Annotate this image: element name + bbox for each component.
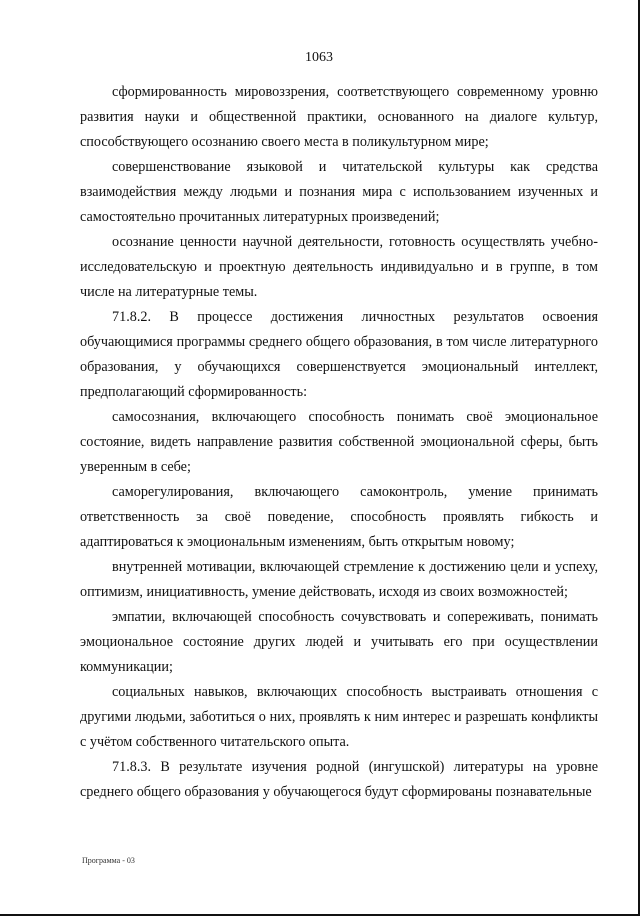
paragraph: сформированность мировоззрения, соответствующего современному уровню развития науки и общественной практики, основанного на диалоге культур, способствующего осознанию своего места в поликультурном мире; xyxy=(80,84,598,150)
paragraph: самосознания, включающего способность понимать своё эмоциональное состояние, видеть направление развития собственной эмоциональной сферы, быть уверенным в себе; xyxy=(80,409,598,475)
paragraph: саморегулирования, включающего самоконтроль, умение принимать ответственность за своё поведение, способность проявлять гибкость и адаптироваться к эмоциональным изменениям, быть открытым новому; xyxy=(80,484,598,550)
footer-label: Программа - 03 xyxy=(82,856,135,865)
paragraph: совершенствование языковой и читательской культуры как средства взаимодействия между людьми и познания мира с использованием изученных и самостоятельно прочитанных литературных произведений; xyxy=(80,159,598,225)
body-text xyxy=(80,80,598,805)
paragraph: 71.8.2. В процессе достижения личностных результатов освоения обучающимися программы среднего общего образования, в том числе литературного образования, у обучающихся совершенствуется эмоциональный интеллект, предполагающий сформированность: xyxy=(80,309,598,400)
page-number: 1063 xyxy=(305,50,333,65)
paragraph: внутренней мотивации, включающей стремление к достижению цели и успеху, оптимизм, инициативность, умение действовать, исходя из своих возможностей; xyxy=(80,559,598,600)
paragraph: осознание ценности научной деятельности, готовность осуществлять учебно-исследовательскую и проектную деятельность индивидуально и в группе, в том числе на литературные темы. xyxy=(80,234,598,300)
paragraph: эмпатии, включающей способность сочувствовать и сопереживать, понимать эмоциональное состояние других людей и учитывать его при осуществлении коммуникации; xyxy=(80,609,598,675)
paragraph: 71.8.3. В результате изучения родной (ингушской) литературы на уровне среднего общего образования у обучающегося будут сформированы познавательные xyxy=(80,759,598,800)
paragraph: социальных навыков, включающих способность выстраивать отношения с другими людьми, заботиться о них, проявлять к ним интерес и разрешать конфликты с учётом собственного читательского опыта. xyxy=(80,684,598,750)
